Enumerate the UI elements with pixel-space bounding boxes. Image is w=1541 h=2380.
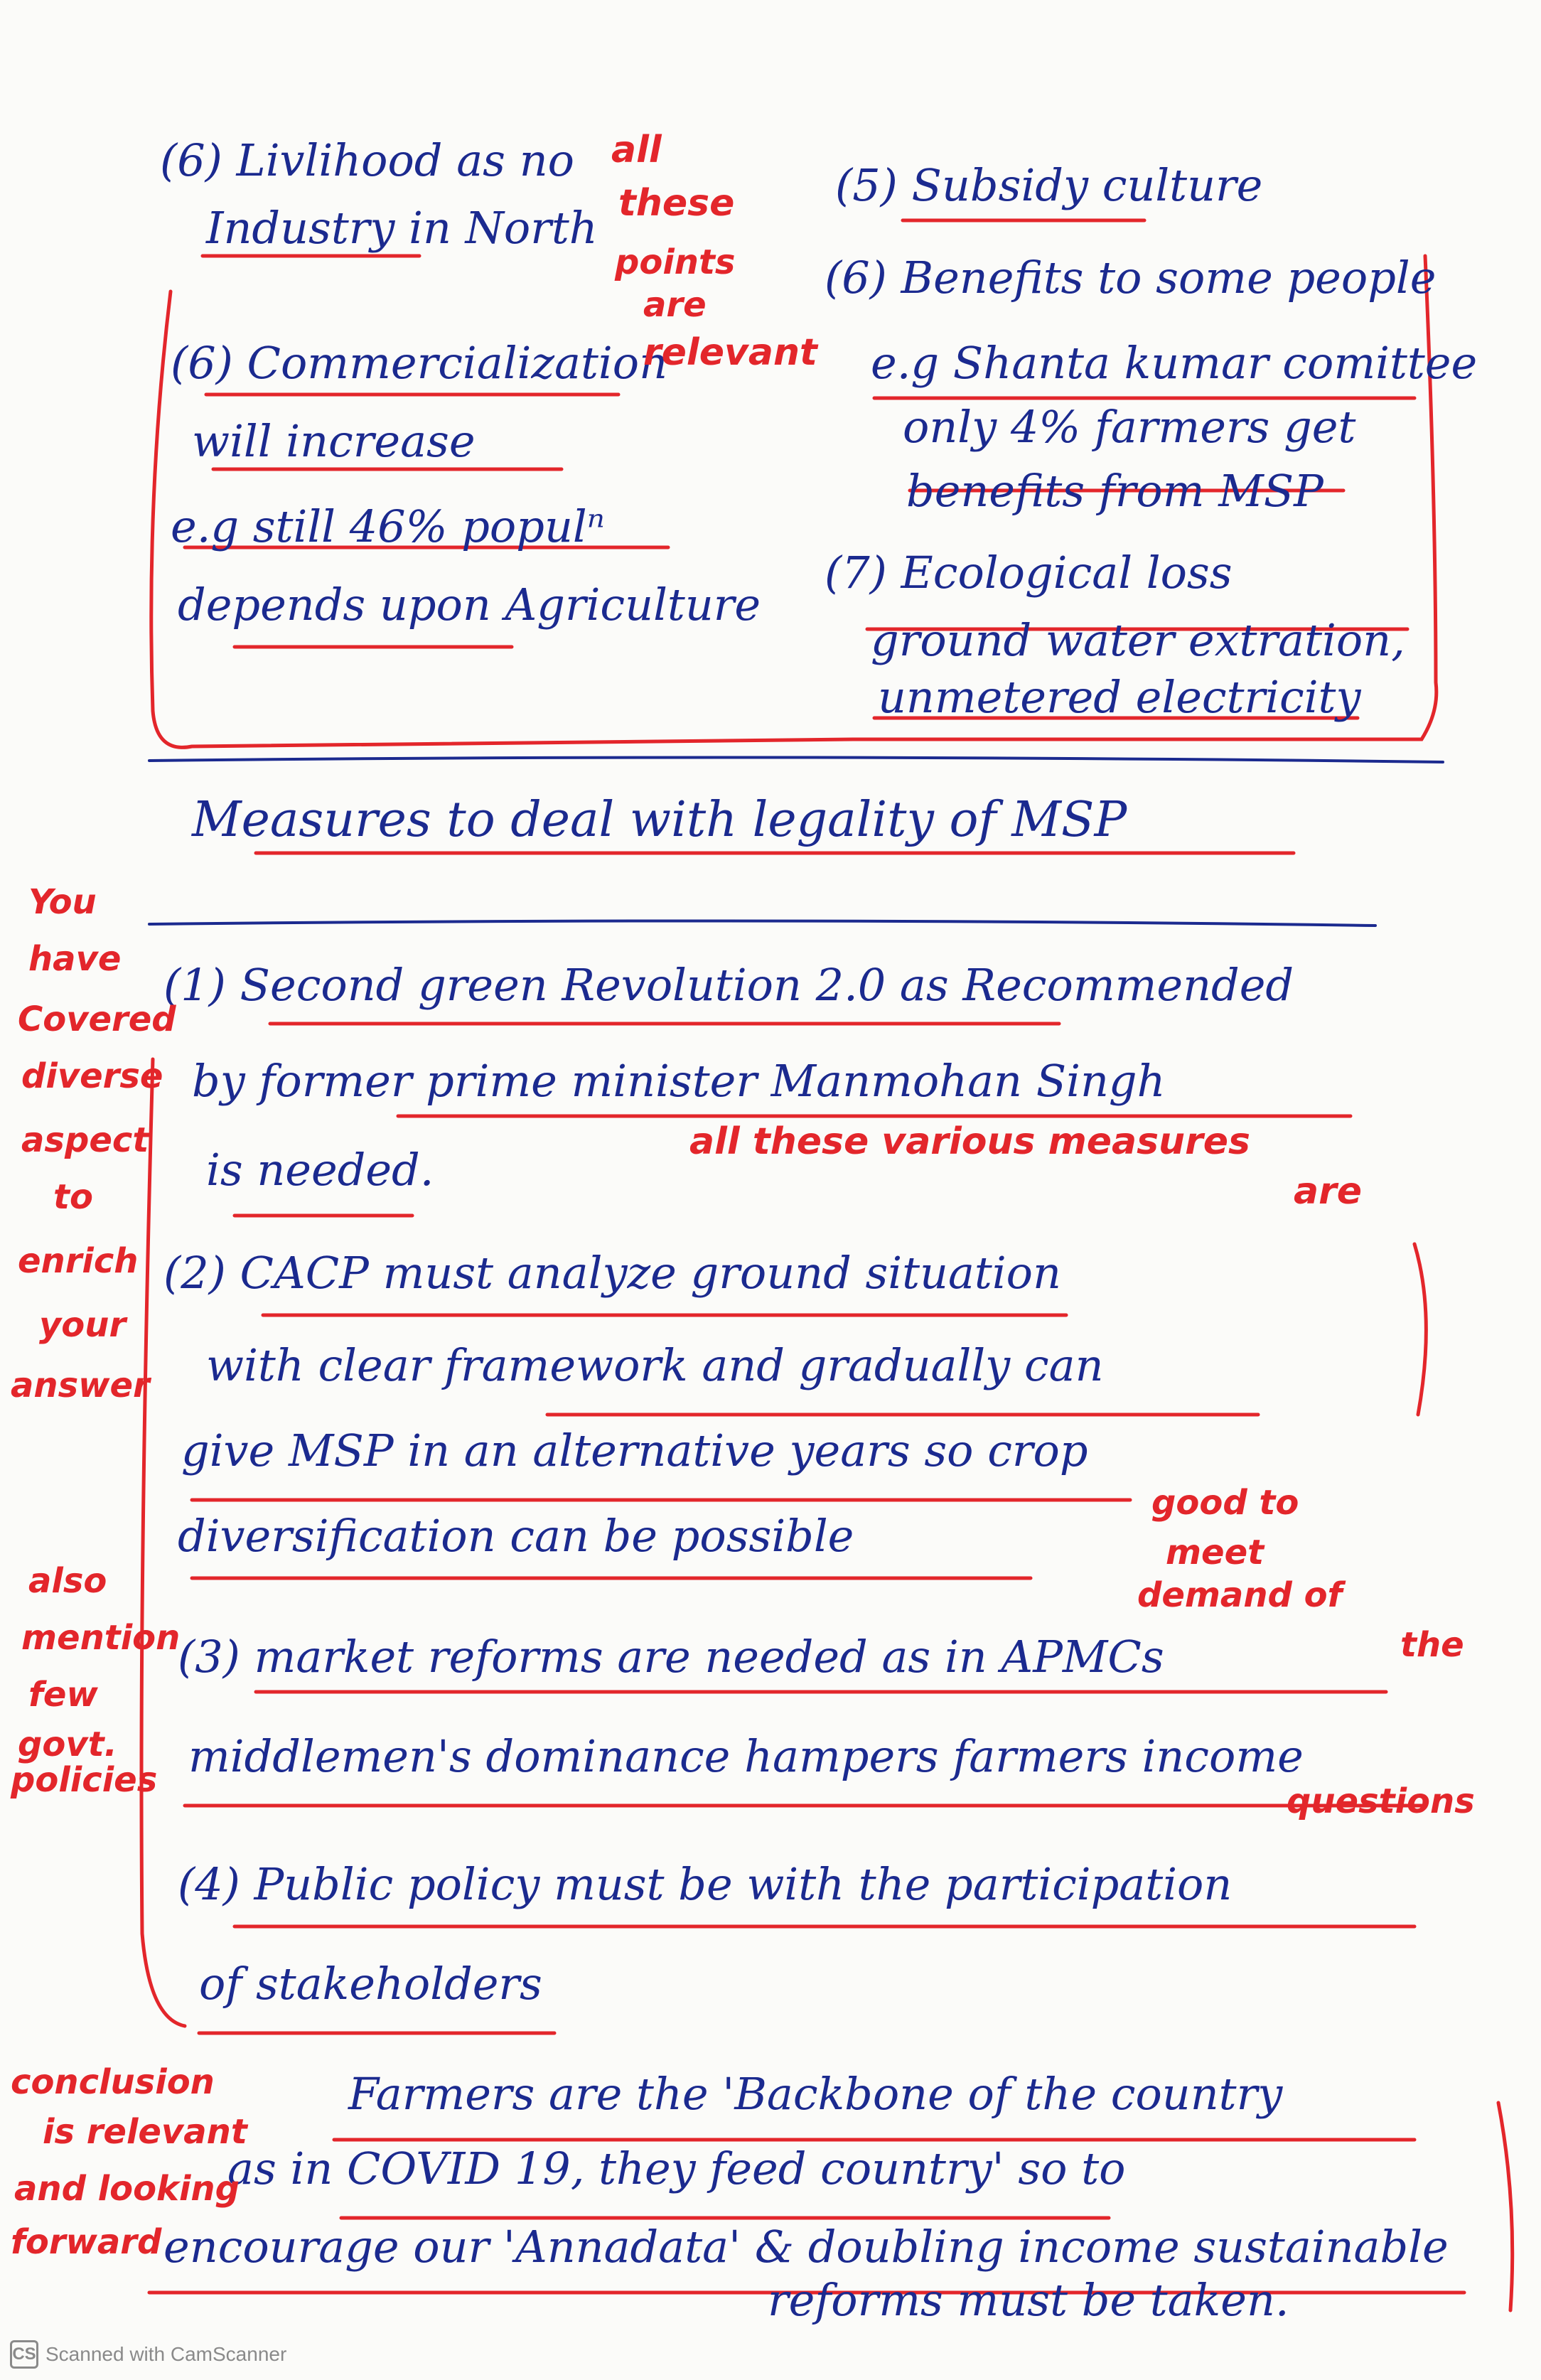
note-groundwater: ground water extration,	[871, 614, 1405, 666]
remark-covered: Covered	[18, 999, 176, 1039]
camscanner-logo: CS	[10, 2340, 38, 2369]
remark-you: You	[28, 882, 97, 922]
conclusion-line-2: as in COVID 19, they feed country' so to	[227, 2143, 1126, 2194]
remark-have: have	[28, 939, 122, 979]
measure-2-line-1: (2) CACP must analyze ground situation	[163, 1247, 1061, 1299]
measure-1-line-1: (1) Second green Revolution 2.0 as Recommended	[163, 959, 1294, 1011]
remark-also: also	[28, 1561, 107, 1601]
remark-are: are	[643, 285, 707, 325]
divider-rule-2	[149, 921, 1375, 926]
conclusion-line-3: encourage our 'Annadata' & doubling income sustainable	[163, 2221, 1449, 2273]
note-shanta-kumar: e.g Shanta kumar comittee	[871, 337, 1478, 389]
remark-is-relevant: is relevant	[43, 2112, 247, 2152]
note-subsidy-culture: (5) Subsidy culture	[835, 159, 1263, 211]
bracket-side	[1414, 1244, 1426, 1415]
divider-rule-1	[149, 757, 1443, 762]
measure-3-line-2: middlemen's dominance hampers farmers income	[188, 1730, 1304, 1782]
remark-these: these	[618, 182, 735, 225]
measure-3-line-1: (3) market reforms are needed as in APMCs	[178, 1631, 1164, 1683]
remark-all: all	[611, 129, 662, 171]
measure-4-line-2: of stakeholders	[199, 1958, 542, 2010]
remark-relevant: relevant	[643, 331, 817, 374]
remark-your: your	[39, 1305, 127, 1345]
remark-conclusion: conclusion	[11, 2062, 215, 2102]
measure-1-line-2: by former prime minister Manmohan Singh	[192, 1055, 1166, 1107]
remark-policies: policies	[11, 1760, 158, 1800]
note-ecological-loss: (7) Ecological loss	[825, 547, 1233, 599]
measure-2-line-2: with clear framework and gradually can	[206, 1339, 1104, 1391]
camscanner-text: Scanned with CamScanner	[45, 2343, 287, 2365]
note-industry: Industry in North	[206, 202, 598, 254]
note-benefits-msp: benefits from MSP	[906, 465, 1323, 517]
remark-and-looking: and looking	[14, 2169, 240, 2209]
remark-the: the	[1400, 1625, 1464, 1665]
remark-diverse: diverse	[21, 1056, 163, 1096]
remark-various-measures: all these various measures	[689, 1120, 1250, 1163]
section-heading: Measures to deal with legality of MSP	[192, 792, 1127, 848]
remark-answer: answer	[11, 1366, 150, 1405]
note-benefits-some-people: (6) Benefits to some people	[825, 252, 1437, 304]
remark-few: few	[28, 1675, 98, 1715]
remark-mention: mention	[21, 1618, 181, 1658]
note-four-percent: only 4% farmers get	[903, 401, 1356, 453]
remark-meet: meet	[1166, 1533, 1265, 1572]
note-depends-agriculture: depends upon Agriculture	[178, 579, 761, 631]
conclusion-line-1: Farmers are the 'Backbone of the country	[348, 2068, 1283, 2120]
measure-2-line-4: diversification can be possible	[178, 1510, 854, 1562]
measure-2-line-3: give MSP in an alternative years so crop	[181, 1425, 1088, 1476]
remark-good-to: good to	[1151, 1483, 1299, 1523]
remark-are-2: are	[1294, 1170, 1363, 1213]
conclusion-line-4: reforms must be taken.	[768, 2274, 1289, 2326]
note-electricity: unmetered electricity	[878, 671, 1361, 723]
remark-points: points	[615, 242, 736, 282]
note-commercialization: (6) Commercialization	[171, 337, 668, 389]
remark-to: to	[53, 1177, 93, 1217]
remark-demand-of: demand of	[1137, 1575, 1343, 1615]
note-livelihood: (6) Livlihood as no	[160, 134, 574, 186]
remark-enrich: enrich	[18, 1241, 139, 1281]
scanner-watermark	[10, 2339, 286, 2370]
measure-1-line-3: is needed.	[206, 1144, 434, 1196]
remark-questions: questions	[1287, 1781, 1475, 1821]
remark-forward: forward	[11, 2222, 162, 2262]
note-population: e.g still 46% populⁿ	[171, 500, 605, 552]
remark-aspect: aspect	[21, 1120, 149, 1160]
measure-4-line-1: (4) Public policy must be with the participation	[178, 1858, 1233, 1910]
note-will-increase: will increase	[192, 415, 476, 467]
remark-govt: govt.	[18, 1725, 117, 1764]
bracket-conclusion	[1498, 2103, 1513, 2310]
